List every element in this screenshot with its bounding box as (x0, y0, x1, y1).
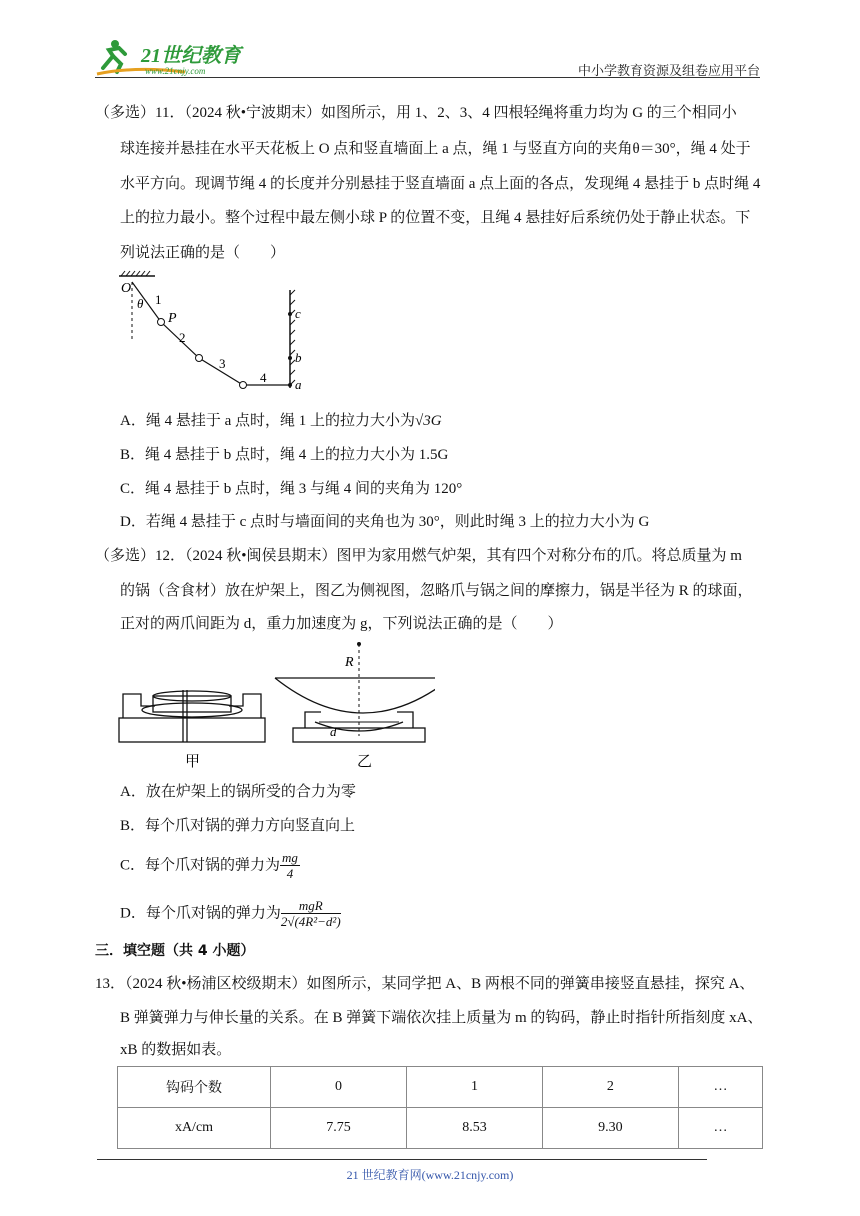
label-b: b (295, 350, 302, 365)
q11-option-a-text: A．绳 4 悬挂于 a 点时，绳 1 上的拉力大小为 (120, 413, 415, 429)
q11-option-b[interactable]: B．绳 4 悬挂于 b 点时，绳 4 上的拉力大小为 1.5G (120, 447, 449, 463)
q11-line-1: （多选）11．（2024 秋•宁波期末）如图所示，用 1、2、3、4 四根轻绳将重力均为 G 的三个相同小 (95, 105, 737, 121)
q13-line-1: 13．（2024 秋•杨浦区校级期末）如图所示，某同学把 A、B 两根不同的弹簧串接竖直悬挂，探究 A、 (95, 976, 755, 992)
q11-option-a[interactable] (120, 411, 442, 431)
table-cell: 2 (542, 1067, 678, 1108)
stove-side-view (275, 678, 435, 742)
q12-option-d[interactable] (120, 898, 341, 930)
label-a: a (295, 377, 302, 392)
table-cell: 钩码个数 (118, 1067, 271, 1108)
q12-line-1: （多选）12．（2024 秋•闽侯县期末）图甲为家用燃气炉架，其有四个对称分布的爪。将总质量为 m (95, 548, 742, 564)
q12-option-c-text: C．每个爪对锅的弹力为 (120, 857, 281, 874)
table-row (118, 1067, 763, 1108)
fraction-mgR: $\frac{\text{mgR}}{\text{2√(4R²−d²)}}$ (280, 898, 341, 929)
header-divider (95, 77, 760, 78)
q12-option-a[interactable]: A．放在炉架上的锅所受的合力为零 (120, 784, 356, 800)
q11-figure (115, 270, 305, 395)
table-cell: 1 (406, 1067, 542, 1108)
page-header (95, 38, 760, 78)
table-cell: … (678, 1067, 762, 1108)
label-theta: θ (137, 296, 144, 311)
q12-figure (115, 640, 435, 772)
logo-url: www.21cnjy.com (145, 66, 206, 76)
q11-line-4: 上的拉力最小。整个过程中最左侧小球 P 的位置不变，且绳 4 悬挂好后系统仍处于静止状态。下 (120, 210, 751, 226)
label-c: c (295, 306, 301, 321)
table-cell: 8.53 (406, 1108, 542, 1149)
q13-line-3: xB 的数据如表。 (120, 1042, 232, 1058)
footer-divider (97, 1159, 707, 1160)
footer-link[interactable]: 21 世纪教育网(www.21cnjy.com) (346, 1168, 514, 1182)
stove-front-view (119, 690, 265, 742)
platform-tagline: 中小学教育资源及组卷应用平台 (577, 64, 760, 79)
fraction-mg-over-4: $\frac{mg}{4}$ (282, 850, 298, 881)
table-cell: xA/cm (118, 1108, 271, 1149)
label-P: P (168, 311, 177, 326)
q11-option-a-math: √3G (415, 413, 442, 429)
section-heading: 三．填空题（共 4 小题） (95, 943, 255, 959)
label-O: O (121, 281, 132, 296)
q13-data-table (117, 1066, 763, 1149)
q11-line-2: 球连接并悬挂在水平天花板上 O 点和竖直墙面上 a 点，绳 1 与竖直方向的夹角θ＝30°，绳 4 处于 (120, 141, 751, 157)
q11-option-c[interactable]: C．绳 4 悬挂于 b 点时，绳 3 与绳 4 间的夹角为 120° (120, 481, 463, 497)
q12-option-d-text: D．每个爪对锅的弹力为 (120, 905, 281, 922)
logo-text: 21世纪教育 (141, 45, 241, 67)
q12-option-c[interactable] (120, 850, 300, 882)
label-yi: 乙 (357, 754, 373, 770)
logo (95, 38, 265, 78)
table-row (118, 1108, 763, 1149)
label-jia: 甲 (185, 754, 201, 770)
table-cell: 7.75 (271, 1108, 407, 1149)
table-cell: 0 (271, 1067, 407, 1108)
label-rope-2: 2 (179, 330, 186, 345)
q11-line-3: 水平方向。现调节绳 4 的长度并分别悬挂于竖直墙面 a 点上面的各点，发现绳 4 悬挂于 b 点时绳 4 (120, 176, 761, 192)
q11-option-d[interactable]: D．若绳 4 悬挂于 c 点时与墙面间的夹角也为 30°，则此时绳 3 上的拉力大小为 G (120, 514, 650, 530)
q12-line-3: 正对的两爪间距为 d，重力加速度为 g，下列说法正确的是（ ） (120, 616, 563, 632)
table-cell: 9.30 (542, 1108, 678, 1149)
label-d: d (330, 724, 337, 739)
q13-line-2: B 弹簧弹力与伸长量的关系。在 B 弹簧下端依次挂上质量为 m 的钩码，静止时指针所指刻度 xA、 (120, 1010, 763, 1026)
label-rope-3: 3 (219, 356, 226, 371)
label-rope-1: 1 (155, 292, 162, 307)
label-R: R (345, 655, 354, 670)
label-rope-4: 4 (260, 370, 267, 385)
q12-option-b[interactable]: B．每个爪对锅的弹力方向竖直向上 (120, 818, 356, 834)
table-cell: … (678, 1108, 762, 1149)
q12-line-2: 的锅（含食材）放在炉架上，图乙为侧视图，忽略爪与锅之间的摩擦力，锅是半径为 R 的球面， (120, 583, 753, 599)
q11-line-5: 列说法正确的是（ ） (120, 245, 286, 261)
